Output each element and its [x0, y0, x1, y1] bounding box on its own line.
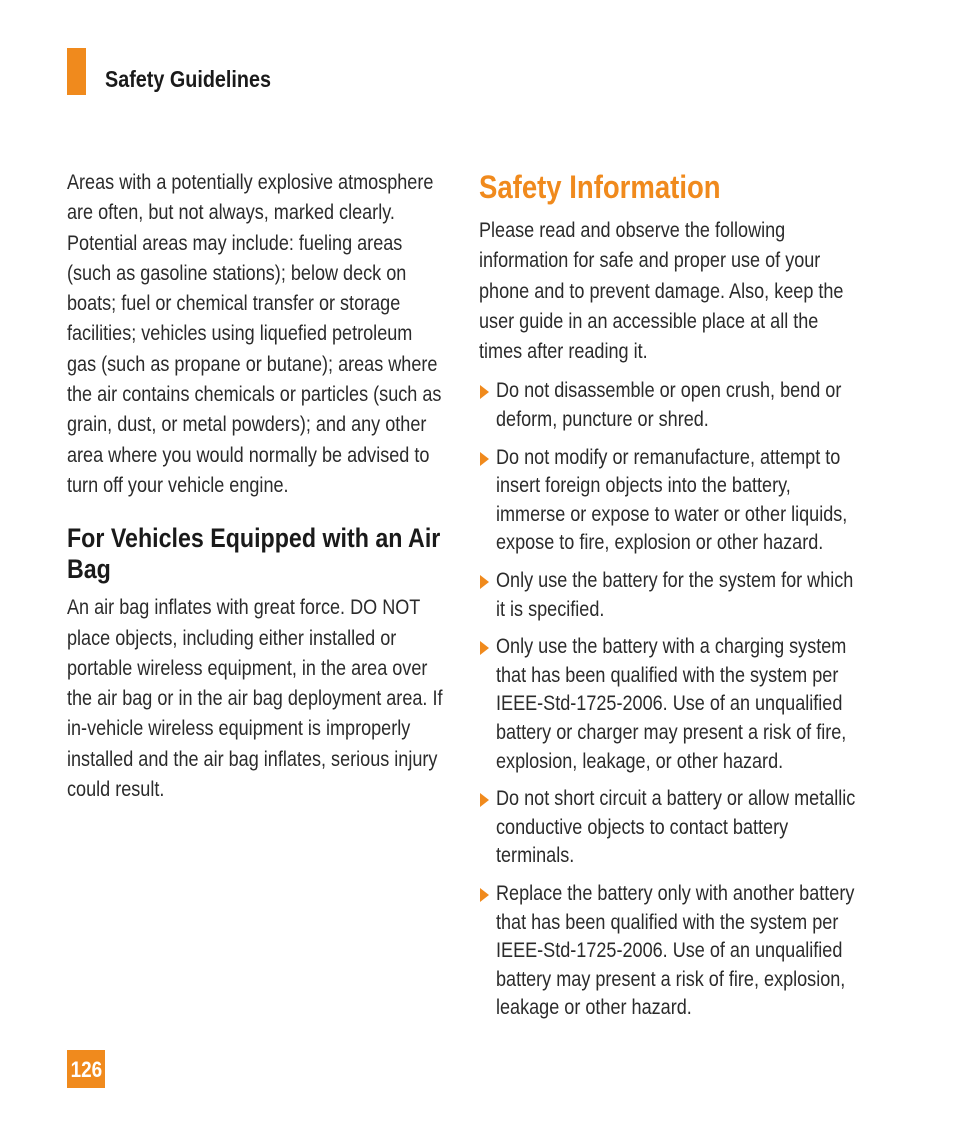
bullet-triangle-icon	[480, 575, 489, 589]
bullet-triangle-icon	[480, 452, 489, 466]
bullet-triangle-icon	[480, 385, 489, 399]
list-item	[479, 377, 919, 434]
page-number-badge	[67, 1050, 105, 1088]
list-item	[479, 444, 919, 558]
header-accent-bar	[67, 48, 86, 95]
bullet-triangle-icon	[480, 888, 489, 902]
safety-bullet-list	[479, 377, 919, 1022]
bullet-text: Only use the battery for the system for which it is specified.	[496, 569, 854, 621]
list-item	[479, 633, 919, 776]
page-header-title: Safety Guidelines	[105, 66, 271, 92]
bullet-text: Do not short circuit a battery or allow metallic conductive objects to contact battery terminals.	[496, 787, 856, 868]
list-item	[479, 880, 919, 1023]
safety-intro-paragraph: Please read and observe the following information for safe and proper use of your phone and to prevent damage. Also, keep the user guide in an accessible place at all the times after reading it.	[479, 219, 844, 364]
bullet-text: Replace the battery only with another battery that has been qualified with the system per IEEE-Std-1725-2006. Use of an unqualified battery may present a risk of fire, explosion, leakage or other hazard.	[496, 881, 855, 1020]
section-title: Safety Information	[479, 169, 721, 205]
list-item	[479, 567, 919, 624]
left-column	[67, 168, 507, 805]
bullet-triangle-icon	[480, 793, 489, 807]
airbag-subheading: For Vehicles Equipped with an Air Bag	[67, 523, 441, 585]
bullet-triangle-icon	[480, 641, 489, 655]
explosive-atmosphere-paragraph: Areas with a potentially explosive atmosphere are often, but not always, marked clearly. Potential areas may include: fueling areas (such as gasoline stations); below deck on boats; fuel or chemical transfer or storage facilities; vehicles using liquefied petroleum gas (such as propane or butane); areas where the air contains chemicals or particles (such as grain, dust, or metal powders); and any other area where you would normally be advised to turn off your vehicle engine.	[67, 171, 442, 497]
right-column	[479, 168, 919, 1032]
bullet-text: Do not disassemble or open crush, bend or deform, puncture or shred.	[496, 379, 842, 432]
bullet-text: Do not modify or remanufacture, attempt to insert foreign objects into the battery, immerse or expose to water or other liquids, expose to fire, explosion or other hazard.	[496, 445, 848, 555]
airbag-paragraph: An air bag inflates with great force. DO NOT place objects, including either installed or portable wireless equipment, in the area over the air bag or in the air bag deployment area. If in-vehicle wireless equipment is improperly installed and the air bag inflates, serious injury could result.	[67, 596, 443, 802]
bullet-text: Only use the battery with a charging system that has been qualified with the system per IEEE-Std-1725-2006. Use of an unqualified battery or charger may present a risk of fire, explosion, leakage, or other hazard.	[496, 635, 847, 773]
list-item	[479, 785, 919, 871]
page-number: 126	[70, 1057, 102, 1082]
